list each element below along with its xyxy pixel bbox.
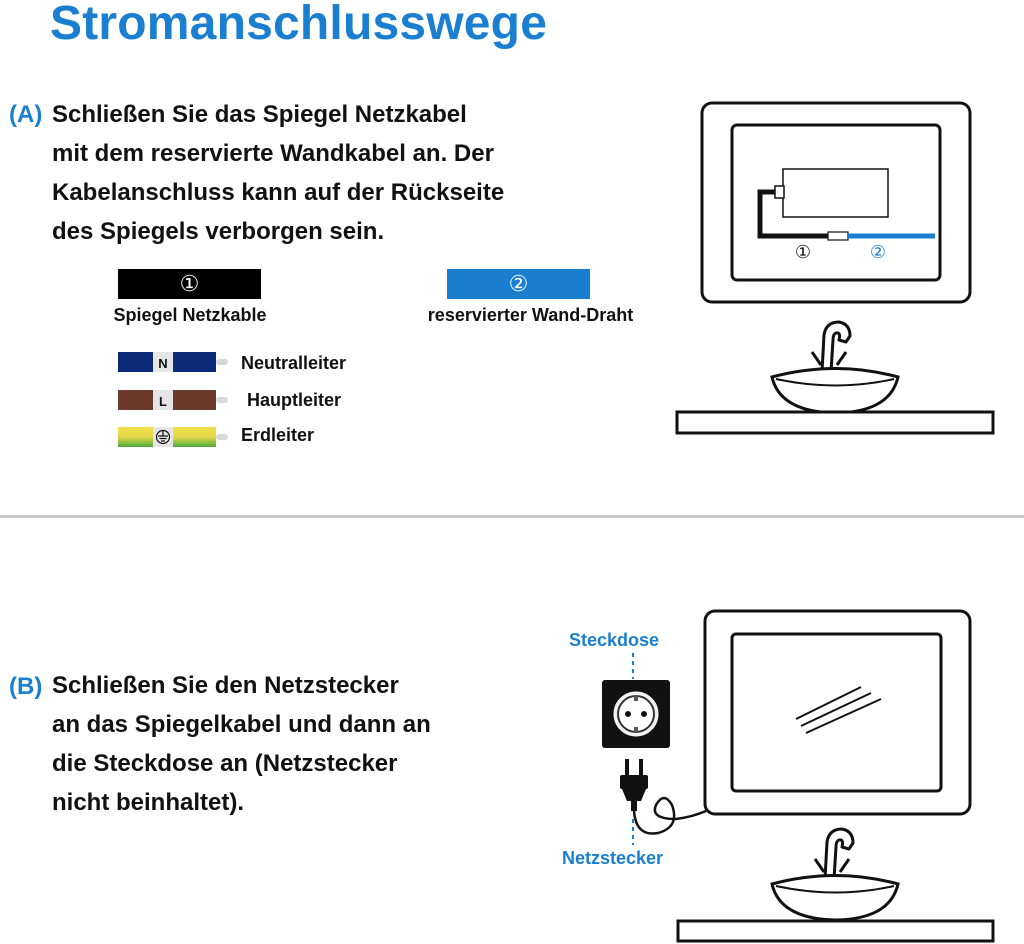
wire-legend-graphic <box>118 351 238 451</box>
plug-icon <box>620 759 648 811</box>
earth-wire-icon <box>118 427 228 447</box>
driver-connector <box>775 186 784 198</box>
cable-1-caption: Spiegel Netzkable <box>113 305 267 325</box>
neutral-wire-icon <box>118 352 228 372</box>
basin-icon-front <box>772 876 898 921</box>
live-wire-icon <box>118 390 228 410</box>
step-a-text: Schließen Sie das Spiegel Netzkabel mit dem reservierte Wandkabel an. Der Kabelanschluss kann auf der Rückseite des Spiegels verborgen sein. <box>52 101 505 245</box>
marker-two: ② <box>869 242 887 262</box>
svg-text:N: N <box>158 356 168 371</box>
svg-text:L: L <box>159 394 167 409</box>
mirror-back-diagram <box>676 100 996 440</box>
section-divider <box>0 515 1024 518</box>
cable-2-badge: ② <box>447 269 590 299</box>
earth-wire-label: Erdleiter <box>241 425 315 445</box>
counter-shelf <box>677 412 993 433</box>
basin-icon <box>772 369 898 414</box>
socket-label: Steckdose <box>569 630 660 650</box>
step-b-letter: (B) <box>9 673 43 700</box>
driver-box <box>783 169 888 217</box>
marker-one: ① <box>794 242 812 262</box>
faucet-icon <box>812 322 850 372</box>
neutral-wire-label: Neutralleiter <box>241 353 347 373</box>
page-title: Stromanschlusswege <box>50 0 548 50</box>
mirror-glass-front <box>732 634 941 791</box>
mirror-front-diagram <box>596 605 1001 944</box>
step-a-letter: (A) <box>9 101 43 128</box>
power-cord <box>634 798 706 834</box>
faucet-icon-front <box>815 829 853 879</box>
cable-2-caption: reservierter Wand-Draht <box>427 305 634 325</box>
step-b-text: Schließen Sie den Netzstecker an das Spiegelkabel und dann an die Steckdose an (Netzstecker nicht beinhaltet). <box>52 672 431 816</box>
cable-1-badge: ① <box>118 269 261 299</box>
socket-icon <box>602 680 670 748</box>
live-wire-label: Hauptleiter <box>247 390 342 410</box>
cable-joint <box>828 232 848 240</box>
counter-shelf-front <box>678 921 993 941</box>
plug-label: Netzstecker <box>562 848 664 868</box>
